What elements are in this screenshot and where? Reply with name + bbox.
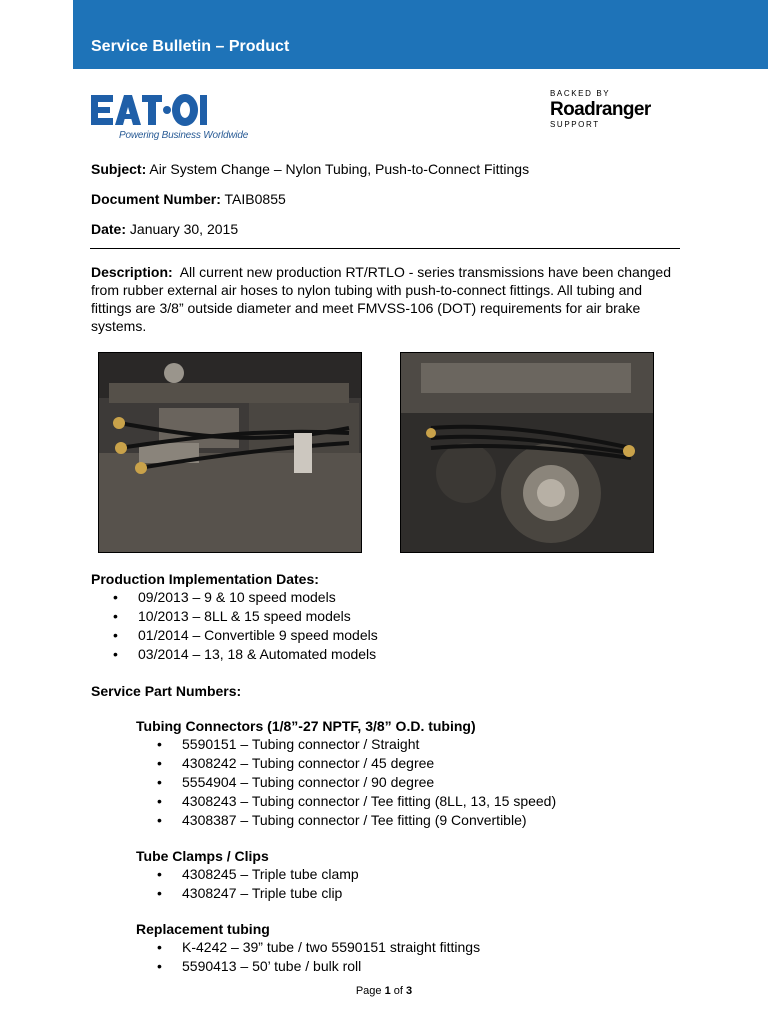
list-item: • 5590151 – Tubing connector / Straight (157, 735, 556, 754)
service-heading: Service Part Numbers: (91, 683, 242, 699)
list-item: • 4308243 – Tubing connector / Tee fitting (8LL, 13, 15 speed) (157, 792, 556, 811)
list-item: • 4308247 – Triple tube clip (157, 884, 359, 903)
photo-transmission-side (98, 352, 362, 553)
list-item: • 5590413 – 50’ tube / bulk roll (157, 957, 480, 976)
list-item: • K-4242 – 39” tube / two 5590151 straight fittings (157, 938, 480, 957)
docnum-line (91, 191, 286, 207)
roadranger-support: SUPPORT (550, 120, 600, 129)
subject-line (91, 161, 529, 177)
photo-transmission-rear (400, 352, 654, 553)
divider (90, 248, 680, 249)
tubing-heading: Replacement tubing (136, 921, 270, 937)
tubing-list (157, 938, 480, 976)
subject-label: Subject: (91, 161, 147, 177)
connectors-list (157, 735, 556, 830)
production-list (113, 588, 378, 664)
roadranger-brand: Roadranger (550, 99, 651, 120)
date-value: January 30, 2015 (129, 221, 239, 237)
eaton-tagline: Powering Business Worldwide (119, 130, 249, 141)
clamps-list (157, 865, 359, 903)
page-footer (0, 985, 768, 997)
date-label: Date: (91, 221, 127, 237)
description-text: All current new production RT/RTLO - series transmissions have been changed from rubber external air hoses to nylon tubing with push-to-connect fittings. All tubing and fittings are 3/8” outside diameter and meet FMVSS-106 (DOT) requirements for air brake systems. (91, 264, 671, 334)
footer-page-word: Page (355, 985, 382, 997)
list-item: • 01/2014 – Convertible 9 speed models (113, 626, 378, 645)
list-item: • 10/2013 – 8LL & 15 speed models (113, 607, 378, 626)
roadranger-logo (550, 89, 680, 129)
footer-page-total: 3 (406, 985, 413, 997)
date-line (91, 221, 238, 237)
list-item: • 5554904 – Tubing connector / 90 degree (157, 773, 556, 792)
description (91, 263, 681, 335)
footer-page-number: 1 (384, 985, 391, 997)
production-heading: Production Implementation Dates: (91, 571, 319, 587)
eaton-wordmark (91, 92, 211, 130)
clamps-heading: Tube Clamps / Clips (136, 848, 269, 864)
header-banner (73, 0, 768, 69)
list-item: • 4308242 – Tubing connector / 45 degree (157, 754, 556, 773)
description-label: Description: (91, 264, 173, 280)
connectors-heading: Tubing Connectors (1/8”-27 NPTF, 3/8” O.D. tubing) (136, 718, 476, 734)
list-item: • 4308387 – Tubing connector / Tee fitting (9 Convertible) (157, 811, 556, 830)
eaton-logo (91, 92, 251, 144)
list-item: • 4308245 – Triple tube clamp (157, 865, 359, 884)
docnum-label: Document Number: (91, 191, 221, 207)
docnum-value: TAIB0855 (224, 191, 286, 207)
roadranger-backed: BACKED BY (550, 89, 611, 98)
footer-of-word: of (393, 985, 403, 997)
list-item: • 09/2013 – 9 & 10 speed models (113, 588, 378, 607)
list-item: • 03/2014 – 13, 18 & Automated models (113, 645, 378, 664)
banner-title: Service Bulletin – Product (91, 38, 290, 55)
subject-value: Air System Change – Nylon Tubing, Push-to-Connect Fittings (149, 161, 530, 177)
